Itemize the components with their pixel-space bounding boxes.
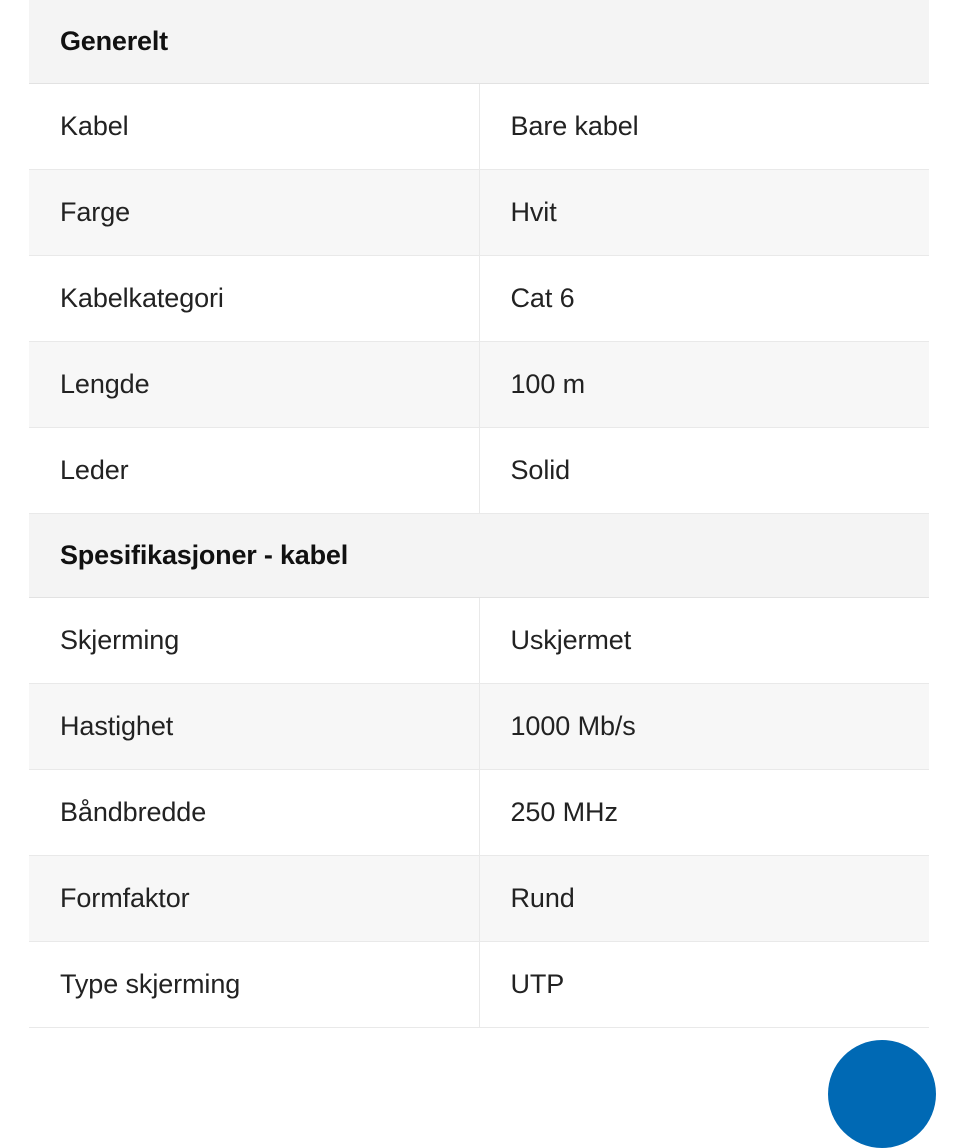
spec-value: Uskjermet — [479, 598, 929, 684]
section-heading: Generelt — [29, 0, 929, 84]
spec-label: Hastighet — [29, 684, 479, 770]
spec-value: Solid — [479, 428, 929, 514]
chat-support-button[interactable] — [828, 1040, 936, 1148]
spec-label: Kabelkategori — [29, 256, 479, 342]
spec-value: Rund — [479, 856, 929, 942]
table-row — [29, 856, 929, 942]
section-heading: Spesifikasjoner - kabel — [29, 514, 929, 598]
spec-label: Skjerming — [29, 598, 479, 684]
spec-value: Cat 6 — [479, 256, 929, 342]
spec-label: Kabel — [29, 84, 479, 170]
section-header-row — [29, 0, 929, 84]
table-row — [29, 942, 929, 1028]
spec-label: Lengde — [29, 342, 479, 428]
spec-label: Formfaktor — [29, 856, 479, 942]
spec-value: 250 MHz — [479, 770, 929, 856]
spec-value: 1000 Mb/s — [479, 684, 929, 770]
spec-label: Type skjerming — [29, 942, 479, 1028]
section-header-row — [29, 514, 929, 598]
spec-label: Farge — [29, 170, 479, 256]
table-row — [29, 684, 929, 770]
specification-table — [29, 0, 929, 1028]
spec-value: Bare kabel — [479, 84, 929, 170]
spec-value: 100 m — [479, 342, 929, 428]
spec-value: Hvit — [479, 170, 929, 256]
spec-label: Leder — [29, 428, 479, 514]
table-row — [29, 428, 929, 514]
table-row — [29, 170, 929, 256]
spec-label: Båndbredde — [29, 770, 479, 856]
table-row — [29, 342, 929, 428]
table-row — [29, 598, 929, 684]
table-row — [29, 256, 929, 342]
spec-value: UTP — [479, 942, 929, 1028]
table-row — [29, 84, 929, 170]
table-row — [29, 770, 929, 856]
